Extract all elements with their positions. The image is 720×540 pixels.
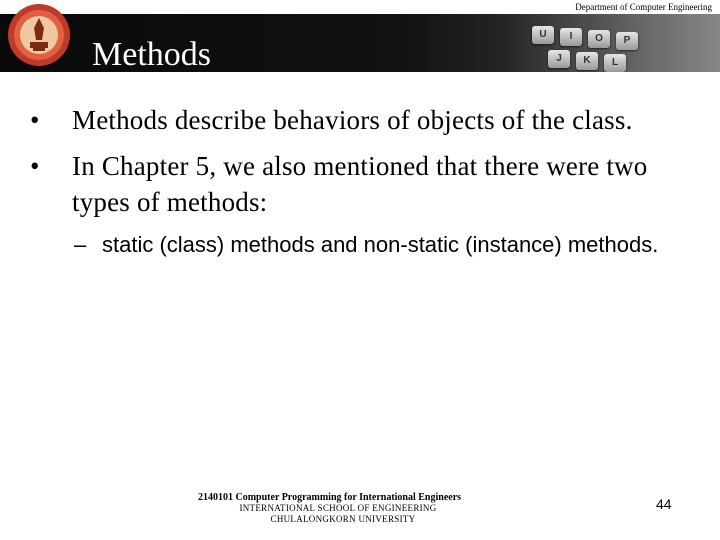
university-seal-icon [6,2,72,68]
bullet-icon: • [30,105,40,135]
key-k-icon: K [576,52,598,70]
key-p-icon: P [616,32,638,50]
header-banner [0,14,720,72]
sub-bullet-item [30,230,690,260]
keyboard-image [500,14,720,72]
footer-university: CHULALONGKORN UNIVERSITY [270,514,416,524]
department-label: Department of Computer Engineering [575,2,712,12]
key-i-icon: I [560,28,582,46]
bullet-icon: • [30,151,40,181]
key-l-icon: L [604,54,626,72]
key-u-icon: U [532,26,554,44]
dash-icon: – [74,232,87,257]
bullet-text: Methods describe behaviors of objects of the class. [72,105,633,135]
bullet-item [30,148,690,220]
sub-bullet-text: static (class) methods and non-static (instance) methods. [102,232,659,257]
footer-course: 2140101 Computer Programming for International Engineers [198,492,462,503]
page-number: 44 [656,496,672,512]
key-o-icon: O [588,30,610,48]
footer-school: INTERNATIONAL SCHOOL OF ENGINEERING [239,503,437,513]
slide-title: Methods [92,36,211,72]
key-j-icon: J [548,50,570,68]
bullet-list [30,102,690,260]
bullet-item [30,102,690,138]
bullet-text: In Chapter 5, we also mentioned that there were two types of methods: [72,151,648,217]
footer [198,492,538,525]
